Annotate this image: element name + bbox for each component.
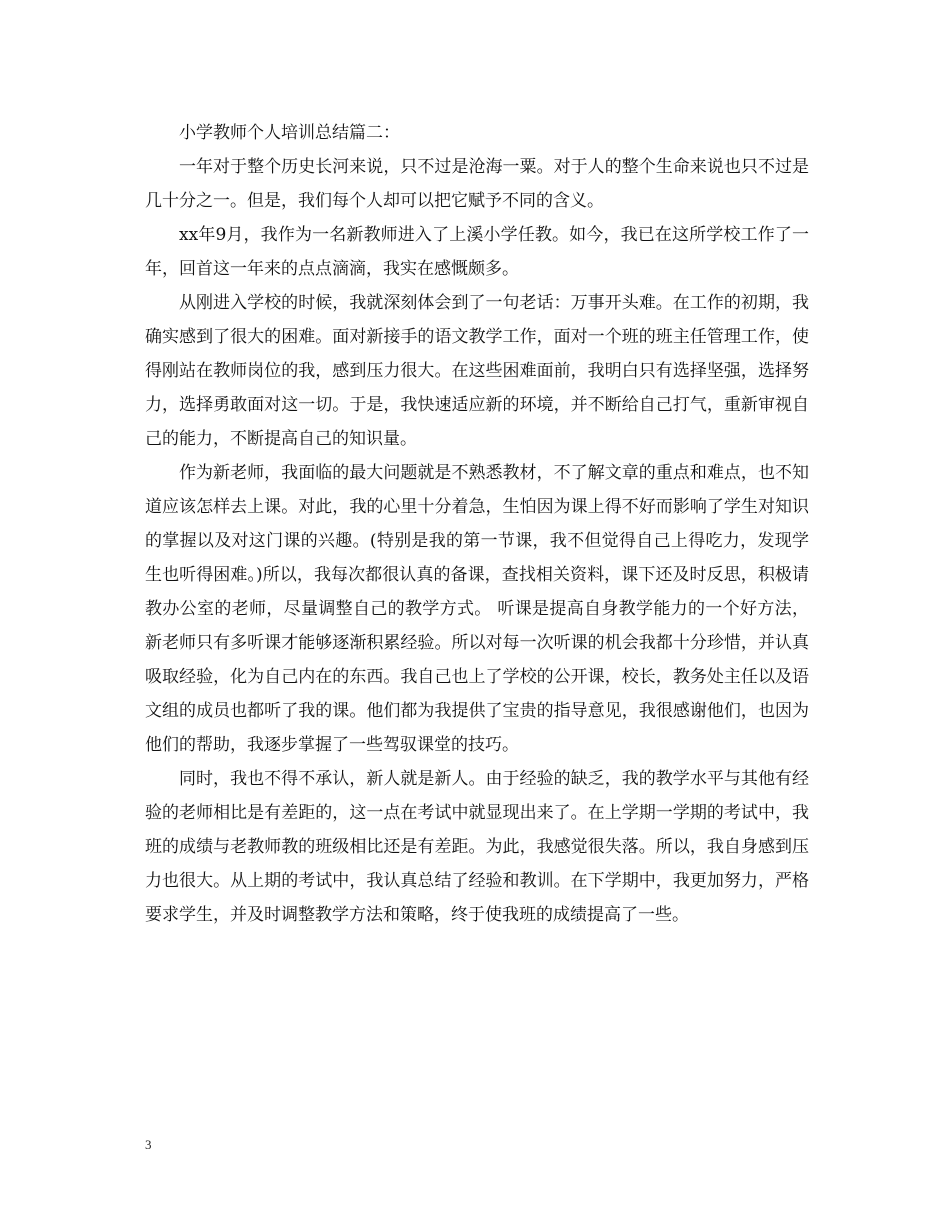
paragraph-4: 作为新老师，我面临的最大问题就是不熟悉教材，不了解文章的重点和难点，也不知道应该怎样去上课。对此，我的心里十分着急，生怕因为课上得不好而影响了学生对知识的掌握以及对这门课的兴趣。(特别是我的第一节课，我不但觉得自己上得吃力，发现学生也听得困难。)所以，我每次都很认真的备课，查找相关资料，课下还及时反思，积极请教办公室的老师，尽量调整自己的教学方式。 听课是提高自身教学能力的一个好方法，新老师只有多听课才能够逐渐积累经验。所以对每一次听课的机会我都十分珍惜，并认真吸取经验，化为自己内在的东西。我自己也上了学校的公开课，校长，教务处主任以及语文组的成员也都听了我的课。他们都为我提供了宝贵的指导意见，我很感谢他们，也因为他们的帮助，我逐步掌握了一些驾驭课堂的技巧。 [145, 463, 809, 755]
section-heading: 小学教师个人培训总结篇二： [179, 123, 400, 143]
paragraph-2: xx年9月，我作为一名新教师进入了上溪小学任教。如今，我已在这所学校工作了一年，回首这一年来的点点滴滴，我实在感慨颇多。 [145, 225, 809, 279]
document-body [145, 116, 809, 932]
page-number: 3 [145, 1137, 152, 1152]
paragraph-3: 从刚进入学校的时候，我就深刻体会到了一句老话：万事开头难。在工作的初期，我确实感到了很大的困难。面对新接手的语文教学工作，面对一个班的班主任管理工作，使得刚站在教师岗位的我，感到压力很大。在这些困难面前，我明白只有选择坚强，选择努力，选择勇敢面对这一切。于是，我快速适应新的环境，并不断给自己打气，重新审视自己的能力，不断提高自己的知识量。 [145, 293, 809, 449]
paragraph-1: 一年对于整个历史长河来说，只不过是沧海一粟。对于人的整个生命来说也只不过是几十分之一。但是，我们每个人却可以把它赋予不同的含义。 [145, 157, 809, 211]
paragraph-5: 同时，我也不得不承认，新人就是新人。由于经验的缺乏，我的教学水平与其他有经验的老师相比是有差距的，这一点在考试中就显现出来了。在上学期一学期的考试中，我班的成绩与老教师教的班级相比还是有差距。为此，我感觉很失落。所以，我自身感到压力也很大。从上期的考试中，我认真总结了经验和教训。在下学期中，我更加努力，严格要求学生，并及时调整教学方法和策略，终于使我班的成绩提高了一些。 [145, 769, 809, 925]
